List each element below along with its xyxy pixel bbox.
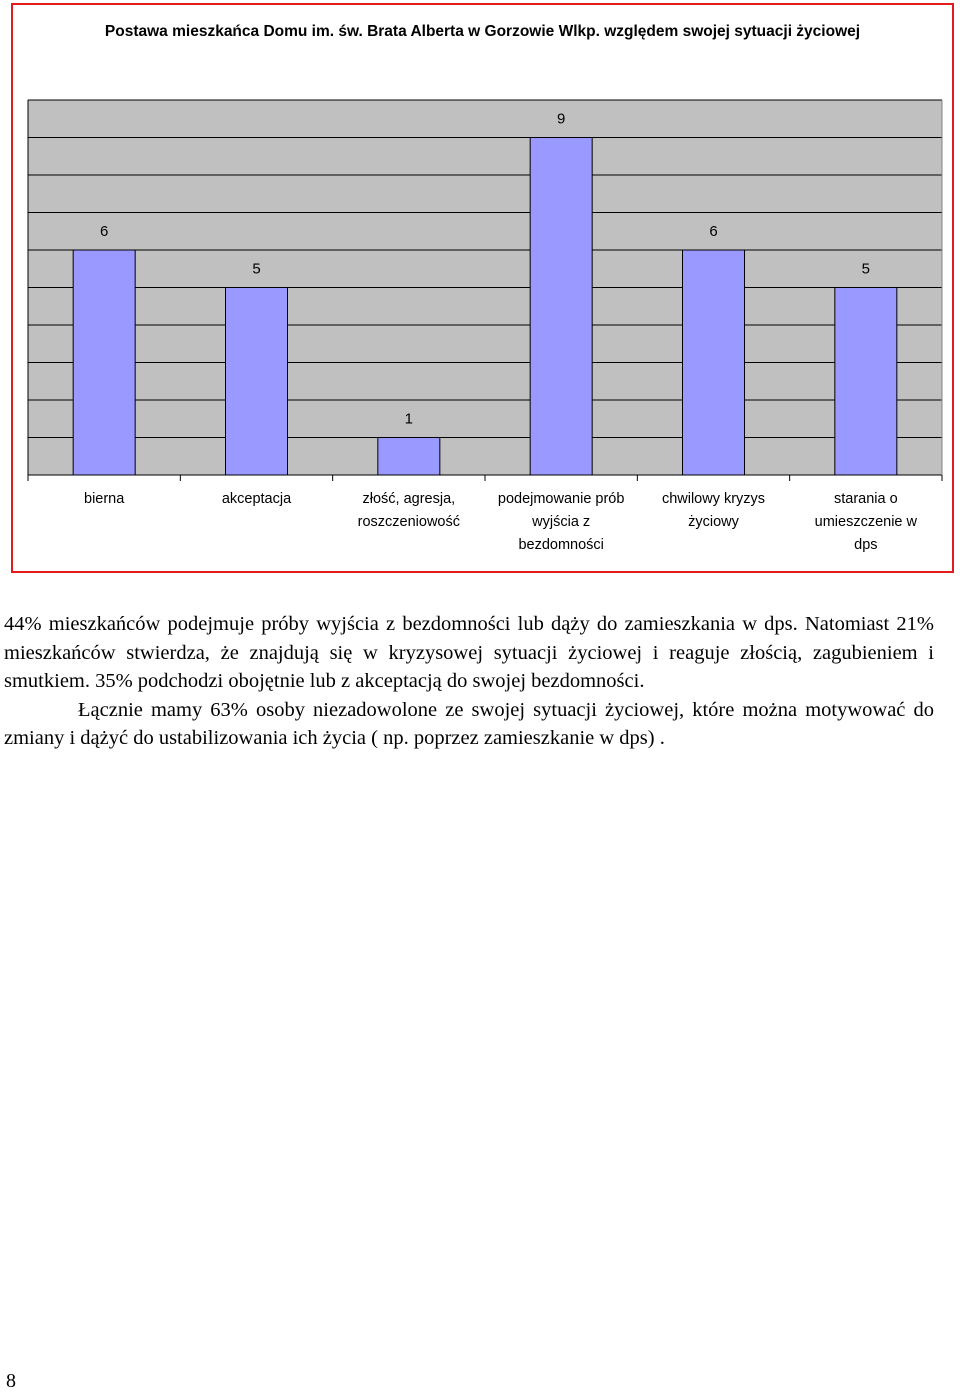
x-tick-label: akceptacja [221,491,292,507]
data-label: 6 [709,223,718,240]
body-text [4,610,934,753]
x-tick-label: starania o [833,491,898,507]
chart-title: Postawa mieszkańca Domu im. św. Brata Alberta w Gorzowie Wlkp. względem swojej sytuacji życiowej [104,23,861,40]
chart-frame [11,3,954,573]
paragraph-summary: 44% mieszkańców podejmuje próby wyjścia z bezdomności lub dąży do zamieszkania w dps. Natomiast 21% mieszkańców stwierdza, że znajdują się w kryzysowej sytuacji życiowej i reaguje złością, zagubieniem i smutkiem. 35% podchodzi obojętnie lub z akceptacją do swojej bezdomności. [4,613,934,692]
data-label: 6 [99,223,109,240]
bar [835,288,897,476]
paragraph-conclusion: Łącznie mamy 63% osoby niezadowolone ze swojej sytuacji życiowej, które można motywować do zmiany i dążyć do ustabilizowania ich życia ( np. poprzez zamieszkanie w dps) . [4,698,934,749]
page-number: 8 [6,1370,16,1392]
x-tick-label: życiowy [688,514,739,530]
data-label: 5 [252,260,261,278]
data-label: 1 [404,410,414,428]
x-tick-label: bierna [84,491,125,507]
x-tick-label: dps [854,537,878,553]
bar [683,250,745,475]
x-tick-label: roszczeniowość [357,514,461,530]
data-label: 5 [861,260,871,278]
data-label: 9 [556,110,566,128]
x-tick-label: chwilowy kryzys [661,491,766,507]
bar [226,288,288,476]
x-tick-label: bezdomności [518,537,604,553]
bar [73,250,135,475]
x-tick-label: podejmowanie prób [497,491,625,507]
bar-chart [13,5,952,571]
x-tick-label: wyjścia z [532,514,591,530]
bar [378,438,440,476]
x-tick-label: umieszczenie w [814,514,918,530]
bar [530,138,592,476]
x-tick-label: złość, agresja, [362,491,456,507]
